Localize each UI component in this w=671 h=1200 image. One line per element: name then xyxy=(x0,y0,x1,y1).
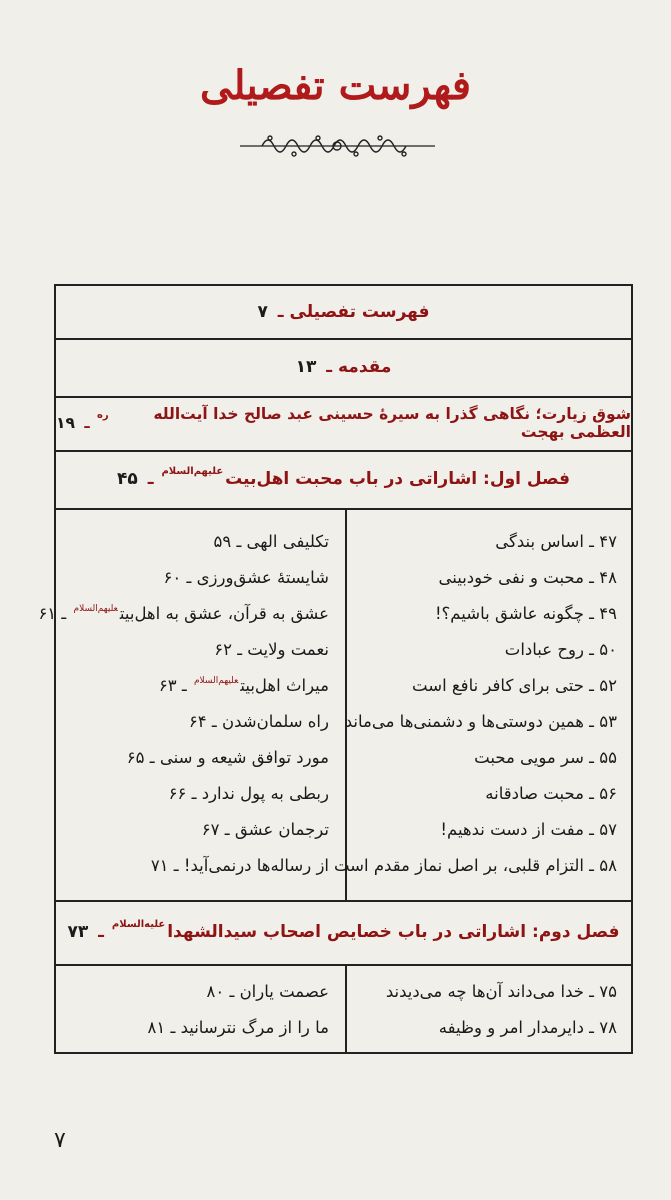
page-title: فهرست تفصیلی xyxy=(199,62,472,109)
list-item: ما را از مرگ نترسانید ـ ۸۱ xyxy=(147,1018,329,1037)
salutation: ره xyxy=(97,409,109,421)
list-item: ۵۲ ـ حتی برای کافر نافع است xyxy=(412,676,617,695)
chapter-page: ۷۳ xyxy=(67,922,89,942)
list-item: ۴۷ ـ اساس بندگی xyxy=(495,532,617,551)
list-item: راه سلمان‌شدن ـ ۶۴ xyxy=(188,712,329,731)
salutation: علیه‌السلام xyxy=(111,918,166,930)
chapter-title: فصل اول: اشاراتی در باب محبت اهل‌بیت xyxy=(225,469,570,489)
ornament-divider xyxy=(240,128,435,164)
list-item: ربطی به پول ندارد ـ ۶۶ xyxy=(168,784,329,803)
chapter-heading: فصل دوم: اشاراتی در باب خصایص اصحاب سیدالشهدا علیه‌السلام ـ ۷۳ xyxy=(56,900,631,966)
list-item: ۵۸ ـ التزام قلبی، بر اصل نماز مقدم است xyxy=(333,856,617,875)
list-item: ۵۶ ـ محبت صادقانه xyxy=(485,784,617,803)
chapter-title: فصل دوم: اشاراتی در باب خصایص اصحاب سیدالشهدا xyxy=(167,922,620,942)
chapter2-left-column xyxy=(64,974,329,1046)
salutation: علیهم‌السلام xyxy=(193,676,239,686)
column-divider xyxy=(345,964,347,1052)
list-item: تکلیفی الهی ـ ۵۹ xyxy=(213,532,329,551)
list-item: ترجمان عشق ـ ۶۷ xyxy=(201,820,329,839)
entry-text: شوق زیارت؛ نگاهی گذرا به سیرهٔ حسینی عبد صالح خدا آیت‌الله العظمی بهجت xyxy=(153,405,631,441)
chapter1-entries xyxy=(38,508,631,902)
salutation: علیهم‌السلام xyxy=(161,465,224,477)
entry-page: ۱۳ xyxy=(295,357,317,377)
list-item: ۴۸ ـ محبت و نفی خودبینی xyxy=(438,568,617,587)
list-item: عشق به قرآن، عشق به اهل‌بیت$^{علیهم‌السلام}$ ـ ۶۱ xyxy=(38,604,329,623)
toc-entry: فهرست تفصیلی ـ ۷ xyxy=(56,286,631,340)
entry-page: ۱۹ xyxy=(56,414,75,432)
list-item: عصمت یاران ـ ۸۰ xyxy=(206,982,329,1001)
salutation: علیهم‌السلام xyxy=(73,604,118,614)
entry-text: مقدمه xyxy=(338,357,392,377)
list-item: ۷۵ ـ خدا می‌داند آن‌ها چه می‌دیدند xyxy=(385,982,617,1001)
chapter2-entries xyxy=(56,964,631,1052)
list-item: نعمت ولایت ـ ۶۲ xyxy=(214,640,329,659)
chapter1-left-column xyxy=(38,524,329,884)
list-item: شایستهٔ عشق‌ورزی ـ ۶۰ xyxy=(163,568,329,587)
chapter2-right-column xyxy=(352,974,617,1046)
entry-text: فهرست تفصیلی xyxy=(289,302,430,322)
list-item: ۴۹ ـ چگونه عاشق باشیم؟! xyxy=(434,604,617,623)
toc-entry-main: شوق زیارت؛ نگاهی گذرا به سیرهٔ حسینی عبد صالح خدا آیت‌الله العظمی بهجت ره ـ ۱۹ xyxy=(56,396,631,452)
toc-table xyxy=(38,284,633,1054)
list-item: ۵۳ ـ همین دوستی‌ها و دشمنی‌ها می‌ماند xyxy=(344,712,617,731)
toc-entry: مقدمه ـ ۱۳ xyxy=(56,338,631,398)
entry-page: ۷ xyxy=(257,302,268,322)
page-number: ۷ xyxy=(54,1128,66,1153)
chapter-page: ۴۵ xyxy=(117,469,138,489)
list-item: ۵۰ ـ روح عبادات xyxy=(504,640,617,659)
list-item: از رساله‌ها درنمی‌آید! ـ ۷۱ xyxy=(150,856,329,875)
chapter-heading: فصل اول: اشاراتی در باب محبت اهل‌بیت علیهم‌السلام ـ ۴۵ xyxy=(56,450,631,510)
list-item: مورد توافق شیعه و سنی ـ ۶۵ xyxy=(126,748,329,767)
list-item: ۵۷ ـ مفت از دست ندهیم! xyxy=(440,820,617,839)
list-item: میراث اهل‌بیت$^{علیهم‌السلام}$ ـ ۶۳ xyxy=(158,676,329,695)
list-item: ۵۵ ـ سر مویی محبت xyxy=(474,748,617,767)
list-item: ۷۸ ـ دایرمدار امر و وظیفه xyxy=(438,1018,617,1037)
chapter1-right-column xyxy=(333,524,617,884)
